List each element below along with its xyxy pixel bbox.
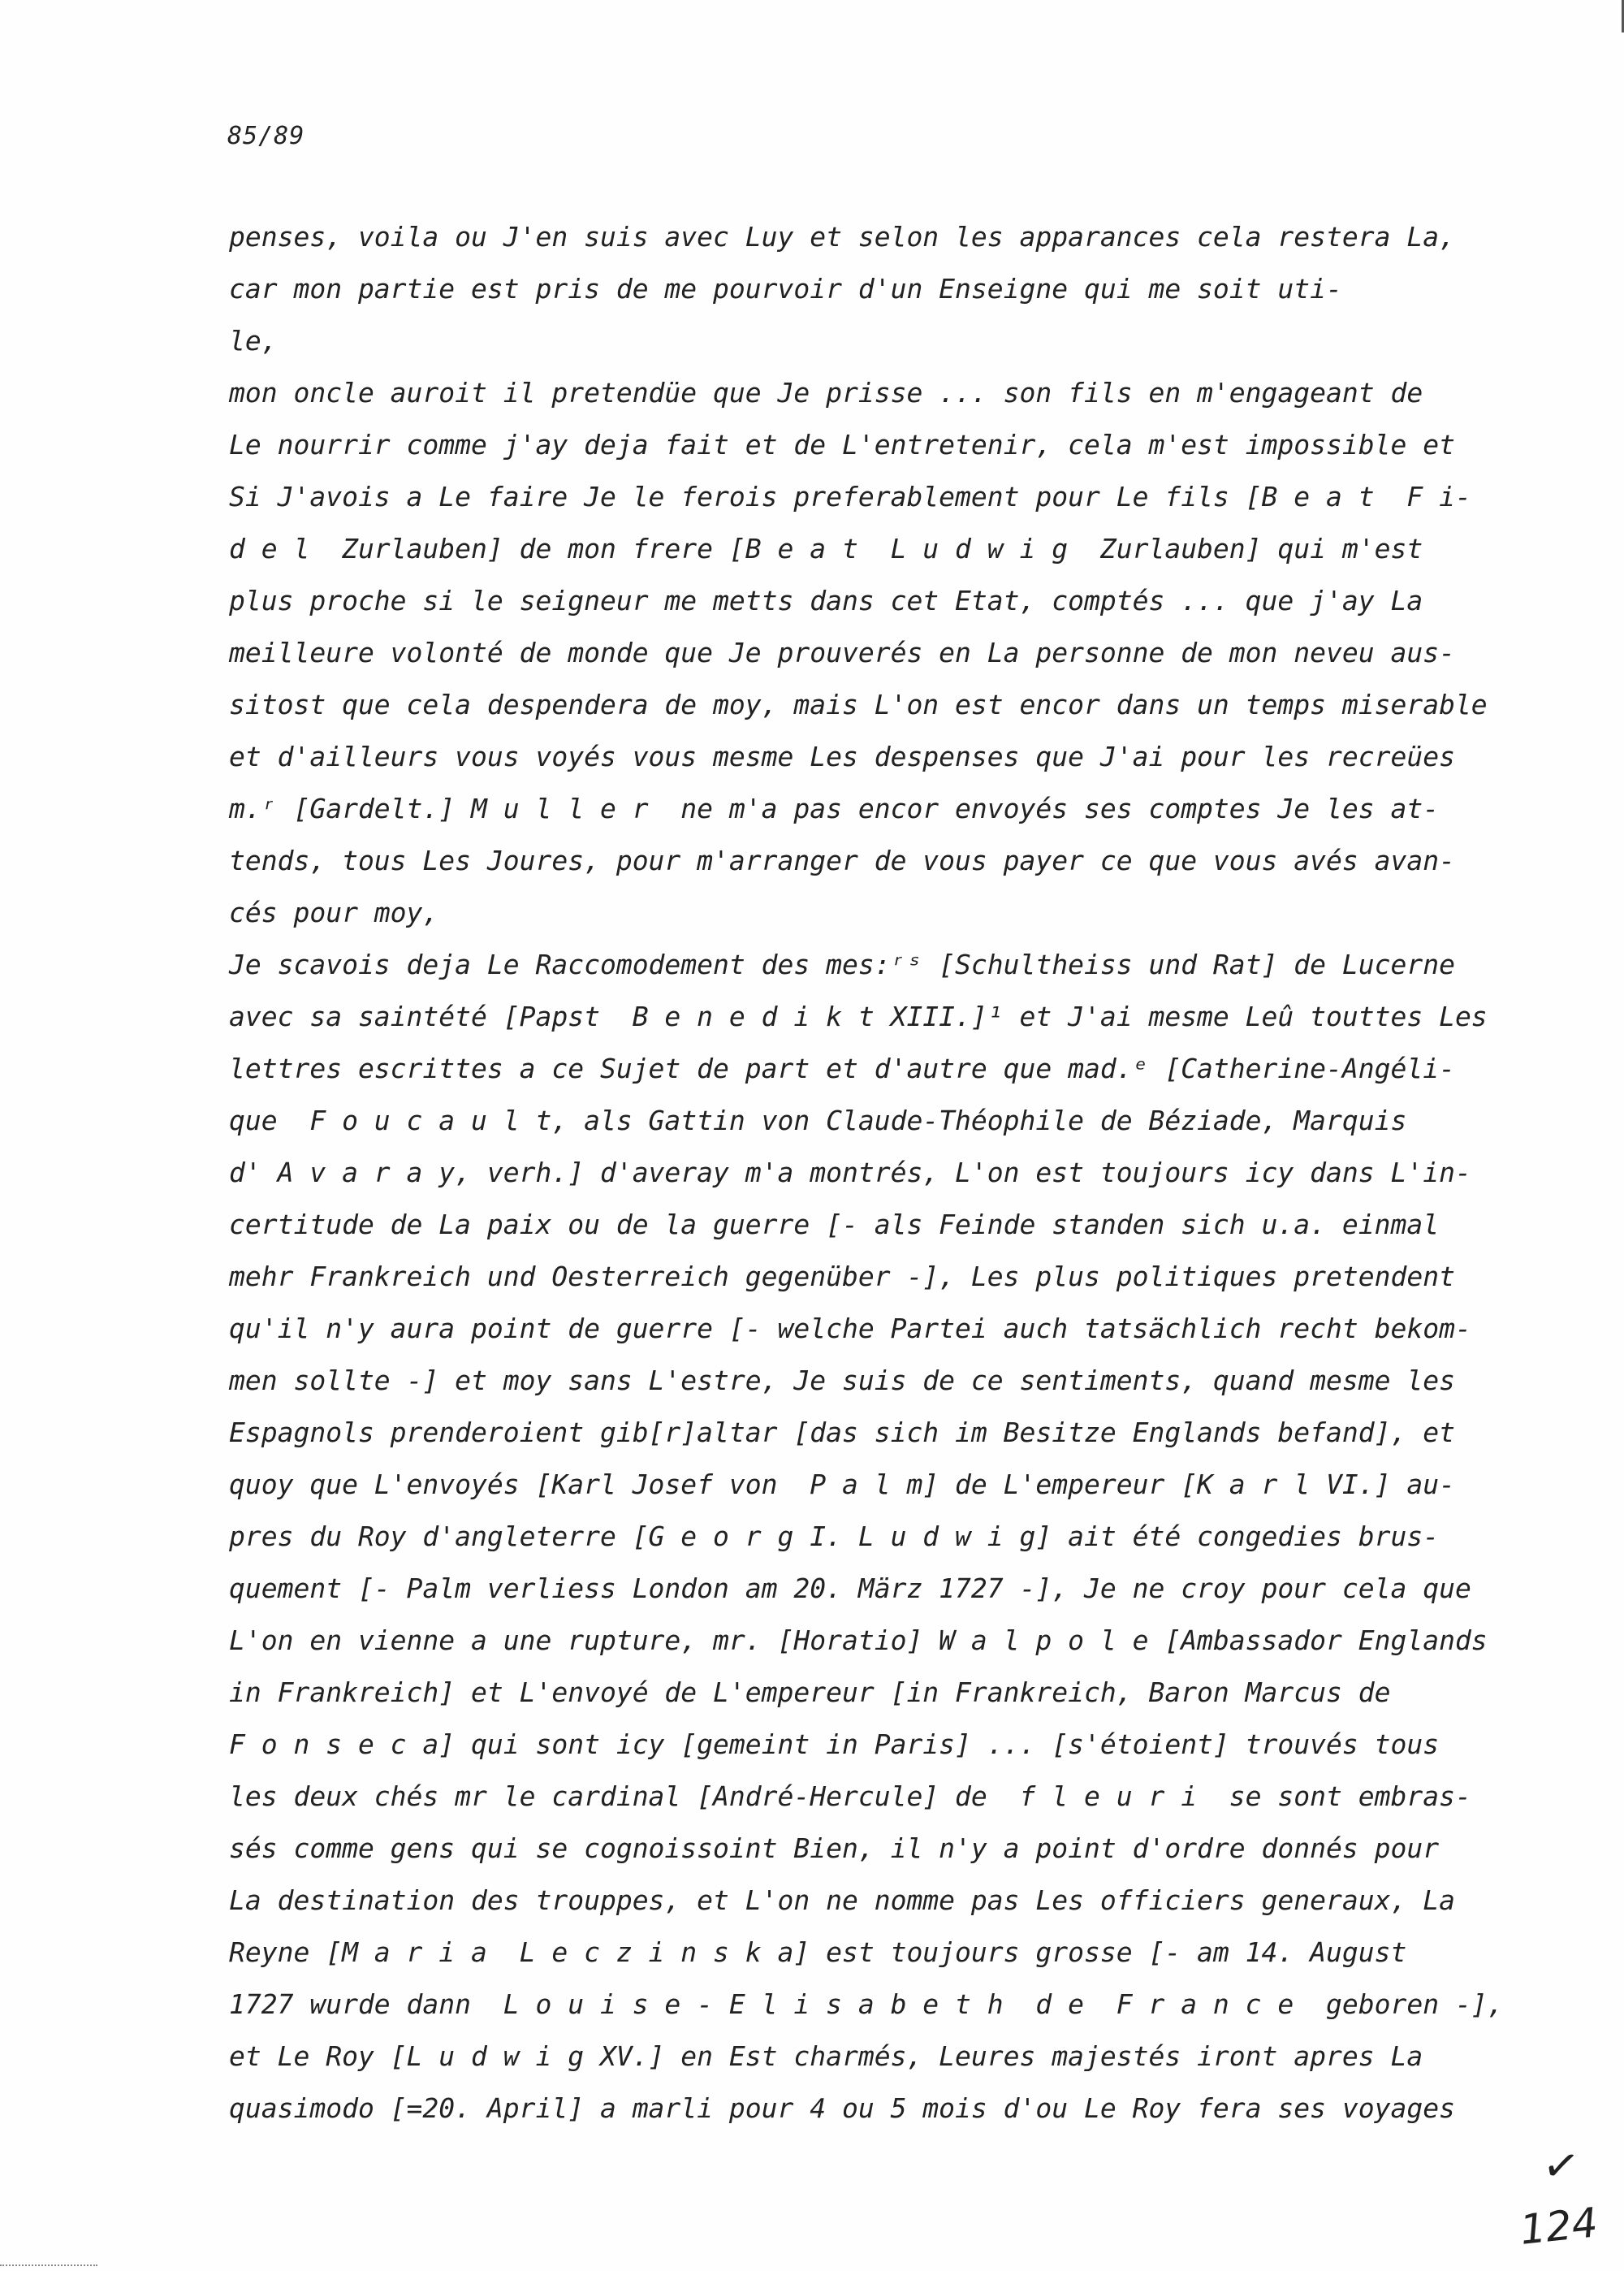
text-line: mon oncle auroit il pretendüe que Je prisse ... son fils en m'engageant de bbox=[229, 377, 1423, 409]
text-line: penses, voila ou J'en suis avec Luy et selon les apparances cela restera La, bbox=[229, 221, 1455, 253]
text-line: meilleure volonté de monde que Je prouverés en La personne de mon neveu aus- bbox=[229, 637, 1455, 668]
text-line: 1727 wurde dann L o u i s e - E l i s a b e t h d e F r a n c e geboren -], bbox=[229, 1988, 1504, 2020]
checkmark-annotation: ✓ bbox=[1539, 2138, 1583, 2194]
text-line: in Frankreich] et L'envoyé de L'empereur [in Frankreich, Baron Marcus de bbox=[229, 1676, 1391, 1708]
text-line: mehr Frankreich und Oesterreich gegenüber -], Les plus politiques pretendent bbox=[229, 1261, 1455, 1292]
text-line: men sollte -] et moy sans L'estre, Je suis de ce sentiments, quand mesme les bbox=[229, 1365, 1455, 1396]
text-line: sitost que cela despendera de moy, mais L'on est encor dans un temps miserable bbox=[229, 689, 1488, 720]
text-line: le, bbox=[229, 325, 278, 357]
text-line: L'on en vienne a une rupture, mr. [Horatio] W a l p o l e [Ambassador Englands bbox=[229, 1624, 1488, 1656]
text-line: et d'ailleurs vous voyés vous mesme Les despenses que J'ai pour les recreües bbox=[229, 741, 1455, 772]
corner-edge-mark bbox=[1597, 0, 1624, 32]
text-line: d e l Zurlauben] de mon frere [B e a t L u d w i g Zurlauben] qui m'est bbox=[229, 533, 1423, 565]
text-line: m.ʳ [Gardelt.] M u l l e r ne m'a pas encor envoyés ses comptes Je les at- bbox=[229, 793, 1440, 824]
text-line: cés pour moy, bbox=[229, 897, 439, 928]
text-line: les deux chés mr le cardinal [André-Hercule] de f l e u r i se sont embras- bbox=[229, 1780, 1471, 1812]
folio-number: 124 bbox=[1518, 2199, 1600, 2254]
text-line: pres du Roy d'angleterre [G e o r g I. L u d w i g] ait été congedies brus- bbox=[229, 1520, 1440, 1552]
text-line: Reyne [M a r i a L e c z i n s k a] est toujours grosse [- am 14. August bbox=[229, 1936, 1407, 1968]
text-line: Je scavois deja Le Raccomodement des mes:ʳˢ [Schultheiss und Rat] de Lucerne bbox=[229, 949, 1455, 980]
text-line: plus proche si le seigneur me metts dans cet Etat, comptés ... que j'ay La bbox=[229, 585, 1423, 616]
text-line: certitude de La paix ou de la guerre [- als Feinde standen sich u.a. einmal bbox=[229, 1209, 1440, 1240]
text-line: avec sa saintété [Papst B e n e d i k t XIII.]¹ et J'ai mesme Leû touttes Les bbox=[229, 1001, 1488, 1032]
text-line: quement [- Palm verliess London am 20. März 1727 -], Je ne croy pour cela que bbox=[229, 1572, 1471, 1604]
text-line: quasimodo [=20. April] a marli pour 4 ou 5 mois d'ou Le Roy fera ses voyages bbox=[229, 2092, 1455, 2124]
text-line: tends, tous Les Joures, pour m'arranger de vous payer ce que vous avés avan- bbox=[229, 845, 1455, 876]
text-line: Le nourrir comme j'ay deja fait et de L'entretenir, cela m'est impossible et bbox=[229, 429, 1455, 461]
text-line: Espagnols prenderoient gib[r]altar [das sich im Besitze Englands befand], et bbox=[229, 1417, 1455, 1448]
text-line: F o n s e c a] qui sont icy [gemeint in Paris] ... [s'étoient] trouvés tous bbox=[229, 1728, 1440, 1760]
bottom-edge-mark bbox=[0, 2265, 97, 2271]
text-line: quoy que L'envoyés [Karl Josef von P a l m] de L'empereur [K a r l VI.] au- bbox=[229, 1469, 1455, 1500]
page-number: 85/89 bbox=[227, 122, 305, 150]
text-line: et Le Roy [L u d w i g XV.] en Est charmés, Leures majestés iront apres La bbox=[229, 2040, 1423, 2072]
text-line: qu'il n'y aura point de guerre [- welche Partei auch tatsächlich recht bekom- bbox=[229, 1313, 1471, 1344]
text-line: sés comme gens qui se cognoissoint Bien, il n'y a point d'ordre donnés pour bbox=[229, 1832, 1440, 1864]
text-line: car mon partie est pris de me pourvoir d'un Enseigne qui me soit uti- bbox=[229, 273, 1342, 305]
text-line: La destination des trouppes, et L'on ne nomme pas Les officiers generaux, La bbox=[229, 1884, 1455, 1916]
text-line: d' A v a r a y, verh.] d'averay m'a montrés, L'on est toujours icy dans L'in- bbox=[229, 1157, 1471, 1188]
text-line: que F o u c a u l t, als Gattin von Claude-Théophile de Béziade, Marquis bbox=[229, 1105, 1407, 1136]
text-line: lettres escrittes a ce Sujet de part et d'autre que mad.ᵉ [Catherine-Angéli- bbox=[229, 1053, 1455, 1084]
text-line: Si J'avois a Le faire Je le ferois preferablement pour Le fils [B e a t F i- bbox=[229, 481, 1471, 513]
transcription-body bbox=[229, 211, 1512, 2135]
